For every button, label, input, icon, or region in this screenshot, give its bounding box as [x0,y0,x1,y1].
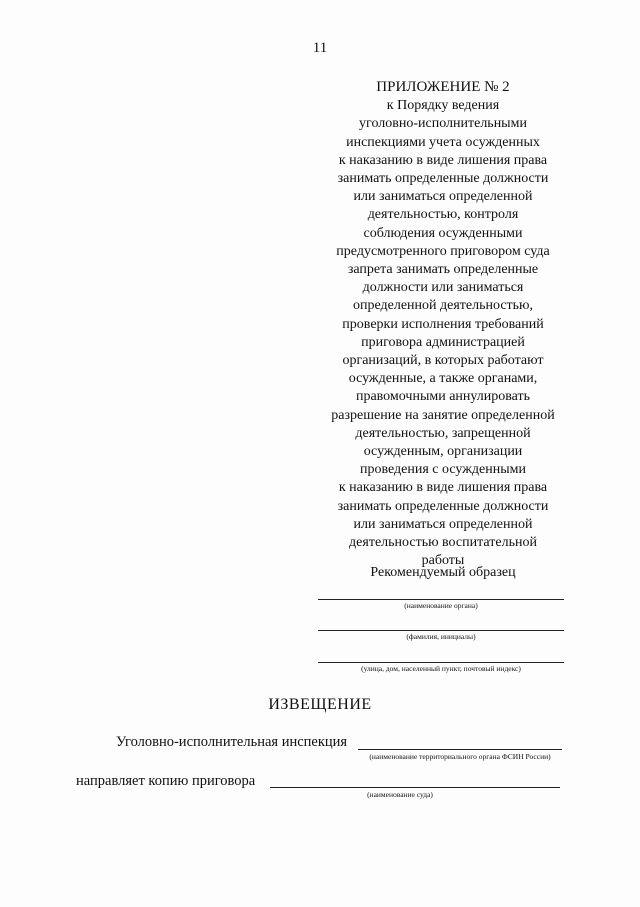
appendix-line: должности или заниматься [362,280,524,296]
appendix-line: работы [421,553,465,569]
appendix-line: к наказанию в виде лишения права [338,152,548,168]
surname-initials-field [318,630,564,642]
appendix-description [318,97,568,570]
notice-title: ИЗВЕЩЕНИЕ [268,696,372,713]
appendix-line: инспекциями учета осужденных [346,134,540,150]
appendix-line: или заниматься определенной [353,189,533,205]
appendix-line: предусмотренного приговором суда [336,243,550,259]
inspection-name-line [358,749,562,750]
field-caption: (фамилия, инициалы) [406,632,476,641]
appendix-line: деятельностью воспитательной [349,535,537,551]
appendix-line: осужденным, организации [363,444,523,460]
field-caption: (наименование органа) [404,601,478,610]
appendix-line: уголовно-исполнительными [359,116,527,132]
appendix-title: ПРИЛОЖЕНИЕ № 2 [376,79,510,95]
appendix-line: определенной деятельностью, [352,298,534,314]
appendix-line: занимать определенные должности [337,171,549,187]
appendix-line: деятельностью, запрещенной [355,425,531,441]
field-caption: (улица, дом, населенный пункт, почтовый индекс) [361,664,521,673]
appendix-header [318,78,568,570]
authority-name-field [318,599,564,611]
appendix-line: или заниматься определенной [353,516,533,532]
appendix-line: деятельностью, контроля [367,207,519,223]
inspection-label: Уголовно-исполнительная инспекция [116,734,348,750]
appendix-line: к наказанию в виде лишения права [338,480,548,496]
appendix-line: к Порядку ведения [386,98,500,114]
appendix-line: приговора администрацией [361,334,525,350]
appendix-line: организаций, в которых работают [342,353,544,369]
inspection-caption: (наименование территориального органа ФСИН России) [369,752,551,761]
page-number: 11 [312,40,328,56]
appendix-line: соблюдения осужденными [363,225,523,241]
address-field [318,662,564,674]
appendix-line: правомочными аннулировать [355,389,531,405]
court-label: направляет копию приговора [76,773,256,789]
appendix-line: разрешение на занятие определенной [331,407,555,423]
court-name-line [270,787,560,788]
appendix-line: осужденные, а также органами, [348,371,538,387]
recommended-sample-label: Рекомендуемый образец [370,565,516,580]
appendix-line: проверки исполнения требований [342,316,544,332]
appendix-line: занимать определенные должности [337,498,549,514]
appendix-line: запрета занимать определенные [347,262,539,278]
appendix-line: проведения с осужденными [360,462,526,478]
court-caption: (наименование суда) [367,790,433,799]
